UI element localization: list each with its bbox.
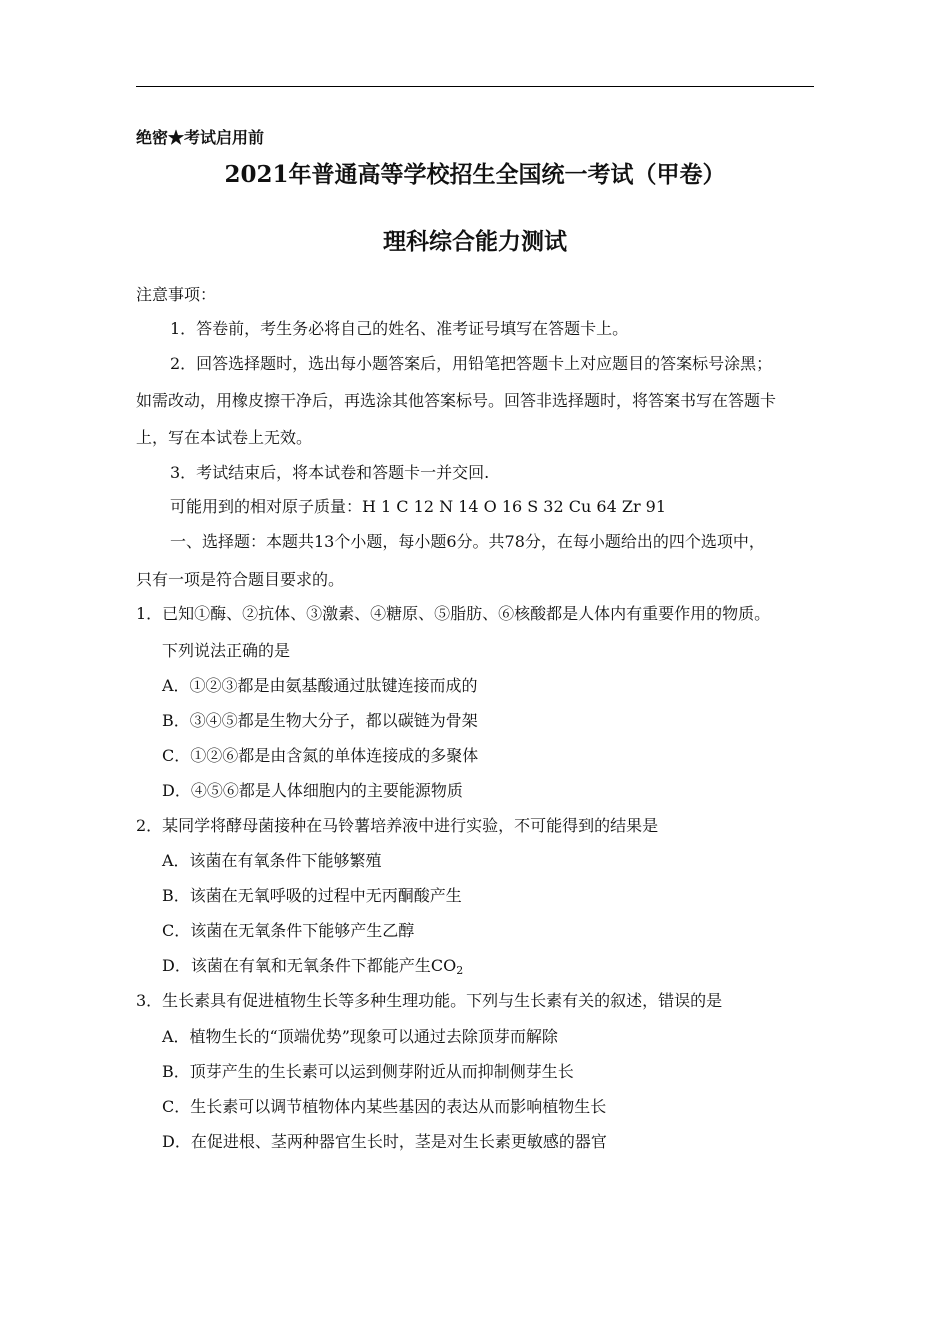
question-1-option-b: B．③④⑤都是生物大分子，都以碳链为骨架 xyxy=(162,711,478,730)
section1-intro-line-1: 一、选择题：本题共13个小题，每小题6分。共78分，在每小题给出的四个选项中， xyxy=(170,532,765,551)
header-rule xyxy=(136,86,814,87)
question-3-stem: 3．生长素具有促进植物生长等多种生理功能。下列与生长素有关的叙述，错误的是 xyxy=(136,991,723,1010)
question-1-stem-line-1: 1．已知①酶、②抗体、③激素、④糖原、⑤脂肪、⑥核酸都是人体内有重要作用的物质。 xyxy=(136,604,771,623)
question-3-option-a: A．植物生长的“顶端优势”现象可以通过去除顶芽而解除 xyxy=(162,1027,558,1046)
question-3-option-c: C．生长素可以调节植物体内某些基因的表达从而影响植物生长 xyxy=(162,1097,607,1116)
notes-item-3: 3．考试结束后，将本试卷和答题卡一并交回. xyxy=(170,463,490,482)
question-2-option-d-text: D．该菌在有氧和无氧条件下都能产生CO xyxy=(162,956,457,975)
question-1-option-d: D．④⑤⑥都是人体细胞内的主要能源物质 xyxy=(162,781,463,800)
question-1-option-c: C．①②⑥都是由含氮的单体连接成的多聚体 xyxy=(162,746,479,765)
section1-intro-line-2: 只有一项是符合题目要求的。 xyxy=(136,570,345,589)
question-2-option-a: A．该菌在有氧条件下能够繁殖 xyxy=(162,851,382,870)
question-2-option-c: C．该菌在无氧条件下能够产生乙醇 xyxy=(162,921,415,940)
question-1-option-a: A．①②③都是由氨基酸通过肽键连接而成的 xyxy=(162,676,478,695)
notes-item-2-line-1: 2．回答选择题时，选出每小题答案后，用铅笔把答题卡上对应题目的答案标号涂黑； xyxy=(170,354,773,373)
notes-item-2-line-3: 上，写在本试卷上无效。 xyxy=(136,428,313,447)
notes-item-1: 1．答卷前，考生务必将自己的姓名、准考证号填写在答题卡上。 xyxy=(170,319,629,338)
notes-item-2-line-2: 如需改动，用橡皮擦干净后，再选涂其他答案标号。回答非选择题时，将答案书写在答题卡 xyxy=(136,391,777,410)
exam-title: 2021年普通高等学校招生全国统一考试（甲卷） xyxy=(224,161,726,188)
question-2-option-d xyxy=(162,956,463,981)
secret-label: 绝密★考试启用前 xyxy=(136,128,265,147)
exam-subtitle: 理科综合能力测试 xyxy=(383,228,567,255)
atomic-mass-line: 可能用到的相对原子质量：H 1 C 12 N 14 O 16 S 32 Cu 64 Zr 91 xyxy=(170,497,667,516)
question-2-option-b: B．该菌在无氧呼吸的过程中无丙酮酸产生 xyxy=(162,886,462,905)
question-3-option-d: D．在促进根、茎两种器官生长时，茎是对生长素更敏感的器官 xyxy=(162,1132,607,1151)
question-2-stem: 2．某同学将酵母菌接种在马铃薯培养液中进行实验，不可能得到的结果是 xyxy=(136,816,659,835)
co2-subscript: 2 xyxy=(456,964,464,977)
question-1-stem-line-2: 下列说法正确的是 xyxy=(162,641,291,660)
notes-heading: 注意事项： xyxy=(136,285,217,304)
question-3-option-b: B．顶芽产生的生长素可以运到侧芽附近从而抑制侧芽生长 xyxy=(162,1062,574,1081)
